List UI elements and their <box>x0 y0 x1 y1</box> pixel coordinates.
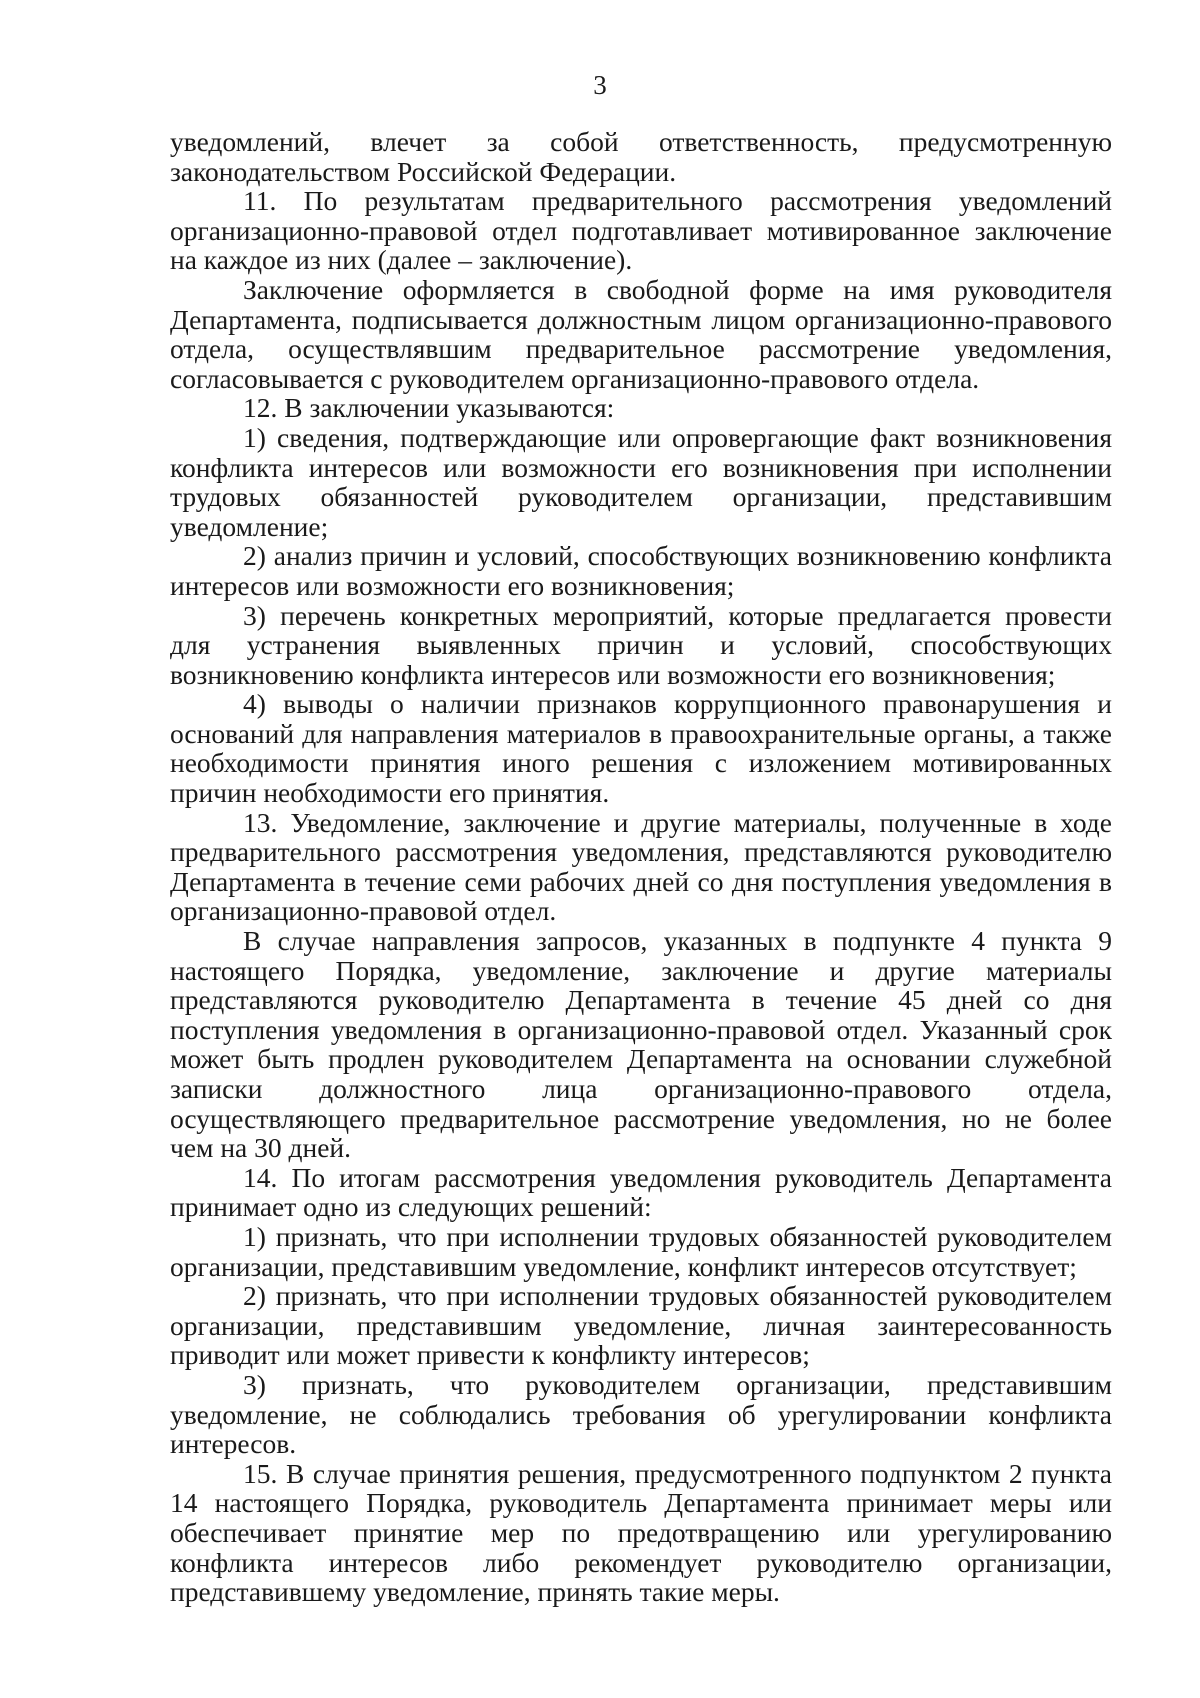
paragraph-clause-12-item-3: 3) перечень конкретных мероприятий, которые предлагается провести для устранения выявленных причин и условий, способствующих возникновению конфликта интересов или возможности его возникновения; <box>170 599 1112 690</box>
paragraph-clause-12-item-4: 4) выводы о наличии признаков коррупционного правонарушения и оснований для направления материалов в правоохранительные органы, а также необходимости принятия иного решения с изложением мотивированных причин необходимости его принятия. <box>170 688 1112 809</box>
paragraph-clause-13: 13. Уведомление, заключение и другие материалы, полученные в ходе предварительного рассмотрения уведомления, представляются руководителю Департамента в течение семи рабочих дней со дня поступления уведомления в организационно-правовой отдел. <box>170 806 1112 927</box>
paragraph-clause-14-item-2: 2) признать, что при исполнении трудовых обязанностей руководителем организации, представившим уведомление, личная заинтересованность приводит или может привести к конфликту интересов; <box>170 1280 1112 1371</box>
paragraph-clause-11: 11. По результатам предварительного рассмотрения уведомлений организационно-правовой отдел подготавливает мотивированное заключение на каждое из них (далее – заключение). <box>170 185 1112 276</box>
paragraph-clause-12-item-1: 1) сведения, подтверждающие или опровергающие факт возникновения конфликта интересов или возможности его возникновения при исполнении трудовых обязанностей руководителем организации, представившим уведомление; <box>170 421 1112 542</box>
paragraph-clause-15: 15. В случае принятия решения, предусмотренного подпунктом 2 пункта 14 настоящего Порядка, руководитель Департамента принимает меры или обеспечивает принятие мер по предотвращению или урегулированию конфликта интересов либо рекомендует руководителю организации, представившему уведомление, принять такие меры. <box>170 1457 1112 1608</box>
paragraph-clause-12-item-2: 2) анализ причин и условий, способствующих возникновению конфликта интересов или возможности его возникновения; <box>170 540 1112 601</box>
page-number: 3 <box>593 70 607 100</box>
paragraph-clause-14: 14. По итогам рассмотрения уведомления руководитель Департамента принимает одно из следующих решений: <box>170 1161 1112 1223</box>
paragraph-continuation: уведомлений, влечет за собой ответственность, предусмотренную законодательством Российской Федерации. <box>170 126 1112 187</box>
paragraph-clause-14-item-1: 1) признать, что при исполнении трудовых обязанностей руководителем организации, представившим уведомление, конфликт интересов отсутствует; <box>170 1220 1112 1282</box>
document-body <box>170 127 1112 1607</box>
paragraph-requests-deadline: В случае направления запросов, указанных в подпункте 4 пункта 9 настоящего Порядка, уведомление, заключение и другие материалы представляются руководителю Департамента в течение 45 дней со дня поступления уведомления в организационно-правовой отдел. Указанный срок может быть продлен руководителем Департамента на основании служебной записки должностного лица организационно-правового отдела, осуществляющего предварительное рассмотрение уведомления, но не более чем на 30 дней. <box>170 925 1112 1164</box>
paragraph-clause-12: 12. В заключении указываются: <box>243 392 615 424</box>
paragraph-conclusion-form: Заключение оформляется в свободной форме на имя руководителя Департамента, подписывается должностным лицом организационно-правового отдела, осуществлявшим предварительное рассмотрение уведомления, согласовывается с руководителем организационно-правового отдела. <box>170 273 1112 394</box>
paragraph-clause-14-item-3: 3) признать, что руководителем организации, представившим уведомление, не соблюдались требования об урегулировании конфликта интересов. <box>170 1368 1112 1460</box>
